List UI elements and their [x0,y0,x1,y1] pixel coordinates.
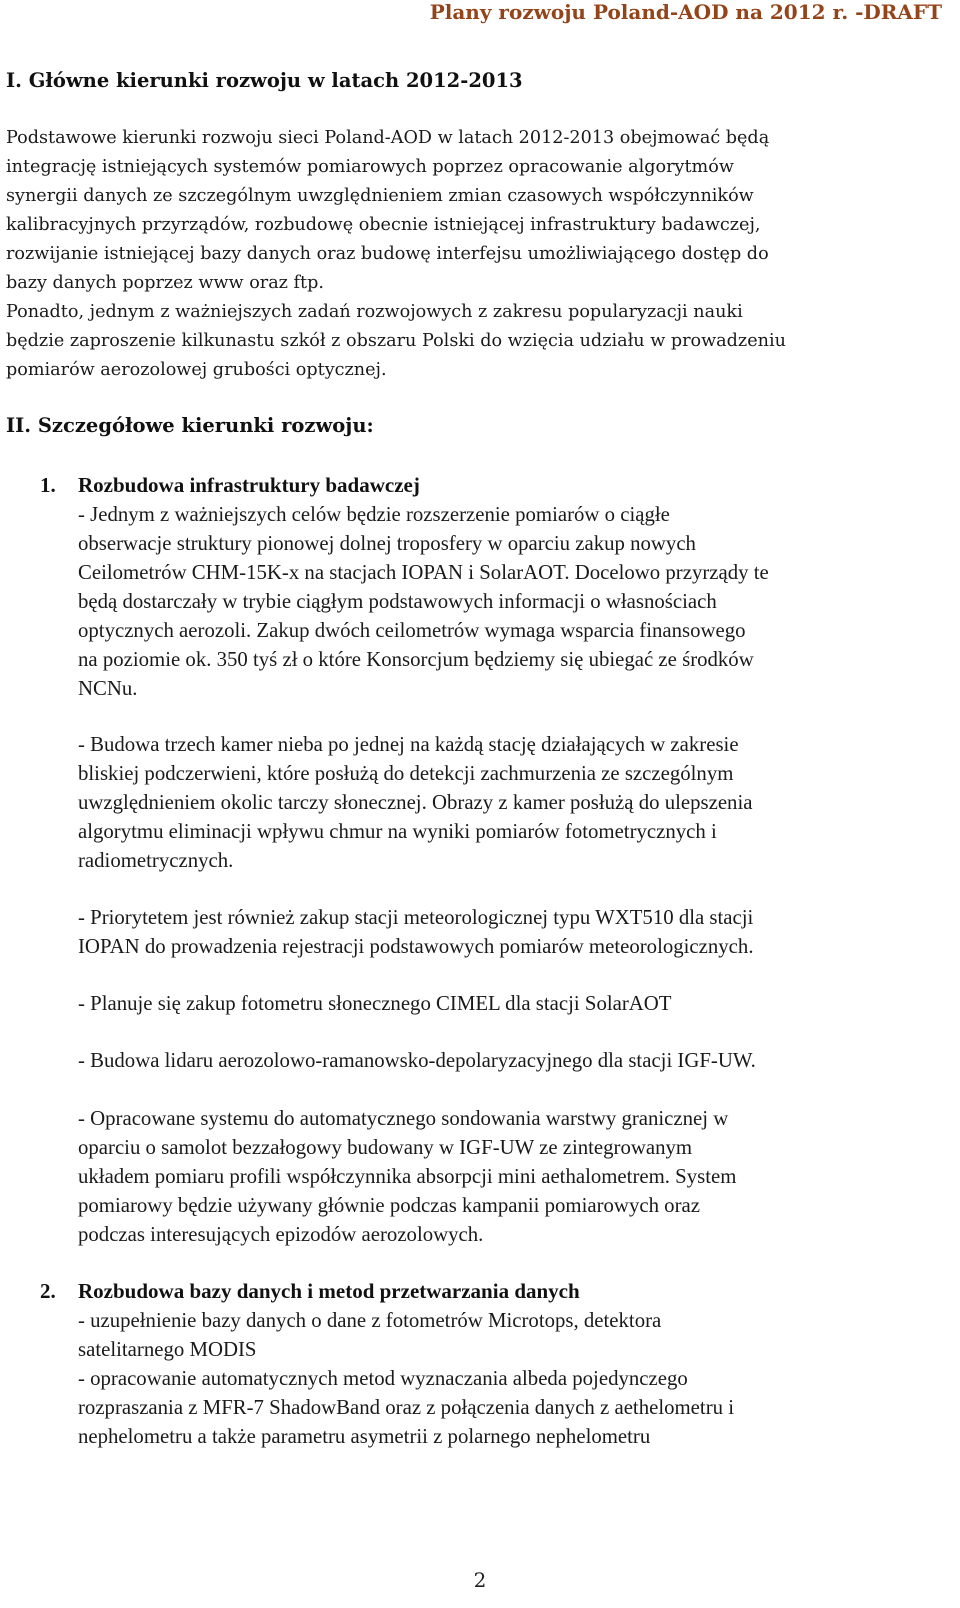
item-2-title: Rozbudowa bazy danych i metod przetwarzania danych [78,1279,580,1303]
text-line: - Budowa lidaru aerozolowo-ramanowsko-depolaryzacyjnego dla stacji IGF-UW. [78,1049,756,1072]
item-1-block-2 [78,730,948,875]
section-1-heading: I. Główne kierunki rozwoju w latach 2012-2013 [6,69,523,92]
item-2-block-1 [78,1306,948,1451]
section-1-paragraph-1 [6,124,946,298]
text-line: obserwacje struktury pionowej dolnej troposfery w oparciu zakup nowych [78,532,696,555]
text-line: podczas interesujących epizodów aerozolowych. [78,1223,484,1246]
text-line: - Priorytetem jest również zakup stacji meteorologicznej typu WXT510 dla stacji [78,906,754,929]
text-line: algorytmu eliminacji wpływu chmur na wyniki pomiarów fotometrycznych i [78,820,717,843]
text-line: - Jednym z ważniejszych celów będzie rozszerzenie pomiarów o ciągłe [78,503,670,526]
text-line: Ponadto, jednym z ważniejszych zadań rozwojowych z zakresu popularyzacji nauki [6,302,743,322]
text-line: - Opracowane systemu do automatycznego sondowania warstwy granicznej w [78,1107,729,1130]
item-1-block-1 [78,500,948,703]
text-line: integrację istniejących systemów pomiarowych poprzez opracowanie algorytmów [6,157,734,177]
section-2-heading: II. Szczegółowe kierunki rozwoju: [6,414,374,437]
text-line: oparciu o samolot bezzałogowy budowany w IGF-UW ze zintegrowanym [78,1136,693,1159]
item-1-number: 1. [40,473,56,497]
text-line: układem pomiaru profili współczynnika absorpcji mini aethalometrem. System [78,1165,737,1188]
page-number: 2 [473,1568,487,1592]
text-line: kalibracyjnych przyrządów, rozbudowę obecnie istniejącej infrastruktury badawczej, [6,215,761,235]
text-line: Ceilometrów CHM-15K-x na stacjach IOPAN i SolarAOT. Docelowo przyrządy te [78,561,769,584]
item-2-number: 2. [40,1279,56,1303]
text-line: nephelometru a także parametru asymetrii z polarnego nephelometru [78,1425,651,1448]
item-2-heading [40,1277,580,1306]
text-line: będą dostarczały w trybie ciągłym podstawowych informacji o własnościach [78,590,717,613]
text-line: będzie zaproszenie kilkunastu szkół z obszaru Polski do wzięcia udziału w prowadzeniu [6,331,786,351]
text-line: na poziomie ok. 350 tyś zł o które Konsorcjum będziemy się ubiegać ze środków [78,648,754,671]
text-line: - Planuje się zakup fotometru słonecznego CIMEL dla stacji SolarAOT [78,992,672,1015]
item-1-title: Rozbudowa infrastruktury badawczej [78,473,420,497]
text-line: bliskiej podczerwieni, które posłużą do detekcji zachmurzenia ze szczególnym [78,762,734,785]
text-line: synergii danych ze szczególnym uwzględnieniem zmian czasowych współczynników [6,186,754,206]
text-line: pomiarowy będzie używany głównie podczas kampanii pomiarowych oraz [78,1194,700,1217]
page-header-title: Plany rozwoju Poland-AOD na 2012 r. -DRAFT [429,0,942,24]
text-line: radiometrycznych. [78,849,234,872]
text-line: - opracowanie automatycznych metod wyznaczania albeda pojedynczego [78,1367,688,1390]
section-1-paragraph-2 [6,298,946,385]
item-1-block-6 [78,1104,948,1249]
item-1-block-5 [78,1046,948,1075]
text-line: - uzupełnienie bazy danych o dane z fotometrów Microtops, detektora [78,1309,662,1332]
text-line: satelitarnego MODIS [78,1338,257,1361]
text-line: pomiarów aerozolowej grubości optycznej. [6,360,387,380]
text-line: NCNu. [78,677,138,700]
text-line: bazy danych poprzez www oraz ftp. [6,273,324,293]
item-1-block-3 [78,903,948,961]
text-line: uwzględnieniem okolic tarczy słonecznej. Obrazy z kamer posłużą do ulepszenia [78,791,753,814]
text-line: optycznych aerozoli. Zakup dwóch ceilometrów wymaga wsparcia finansowego [78,619,746,642]
text-line: - Budowa trzech kamer nieba po jednej na każdą stację działających w zakresie [78,733,739,756]
text-line: Podstawowe kierunki rozwoju sieci Poland-AOD w latach 2012-2013 obejmować będą [6,128,770,148]
text-line: IOPAN do prowadzenia rejestracji podstawowych pomiarów meteorologicznych. [78,935,754,958]
text-line: rozwijanie istniejącej bazy danych oraz budowę interfejsu umożliwiającego dostęp do [6,244,769,264]
text-line: rozpraszania z MFR-7 ShadowBand oraz z połączenia danych z aethelometru i [78,1396,734,1419]
item-1-heading [40,471,420,500]
item-1-block-4 [78,989,948,1018]
